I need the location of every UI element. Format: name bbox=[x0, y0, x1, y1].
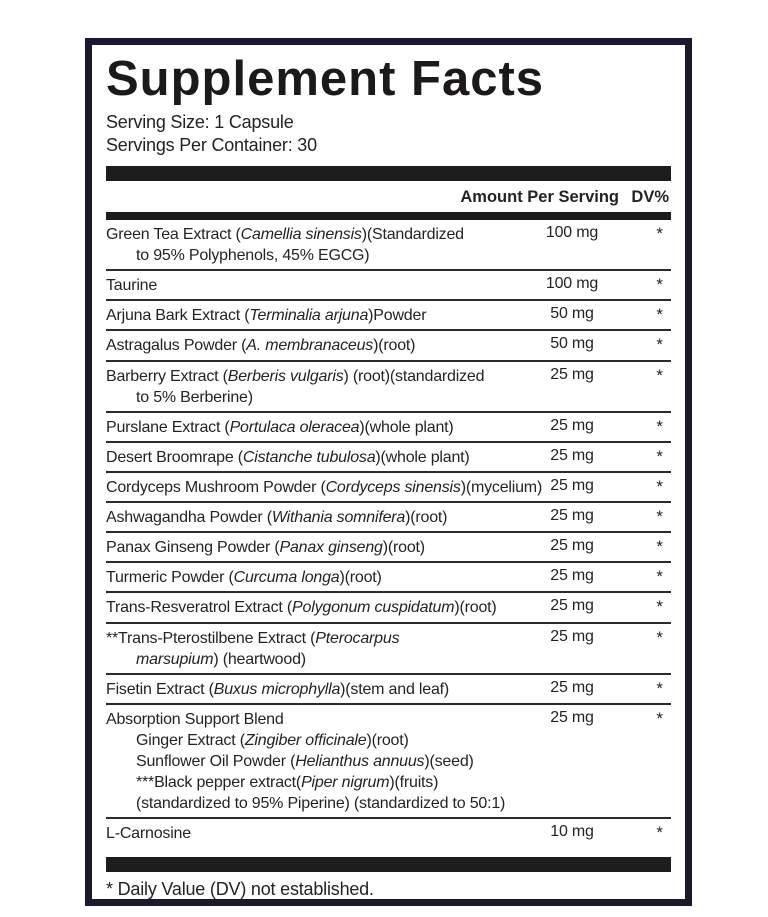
ingredient-name-line bbox=[106, 730, 529, 751]
ingredient-row bbox=[106, 441, 671, 471]
ingredient-row bbox=[106, 299, 671, 329]
ingredient-name-line bbox=[106, 649, 529, 670]
ingredient-name bbox=[106, 507, 529, 528]
ingredient-text: to 95% Polyphenols, 45% EGCG) bbox=[136, 247, 370, 265]
dv-value: * bbox=[656, 275, 663, 295]
botanical-name: Portulaca oleracea bbox=[229, 418, 360, 436]
ingredient-rows bbox=[106, 220, 671, 848]
botanical-name: Helianthus annuus bbox=[295, 753, 425, 771]
ingredient-name bbox=[106, 447, 529, 468]
ingredient-name-line bbox=[106, 477, 543, 498]
daily-value-footnote: * Daily Value (DV) not established. bbox=[106, 878, 374, 899]
ingredient-text: **Trans-Pterostilbene Extract ( bbox=[106, 629, 316, 647]
ingredient-name-line bbox=[106, 275, 529, 296]
amount-value: 25 mg bbox=[550, 597, 594, 615]
amount-value: 25 mg bbox=[550, 678, 594, 696]
amount-value: 25 mg bbox=[550, 567, 594, 585]
ingredient-name bbox=[106, 567, 529, 588]
dv-value: * bbox=[656, 416, 663, 436]
ingredient-text: )(root) bbox=[366, 732, 409, 749]
ingredient-text: )(Standardized bbox=[361, 226, 464, 244]
ingredient-row bbox=[106, 501, 671, 531]
ingredient-text: Desert Broomrape ( bbox=[106, 448, 243, 466]
ingredient-text: ) (heartwood) bbox=[213, 650, 306, 668]
ingredient-text: L-Carnosine bbox=[106, 825, 191, 843]
ingredient-name-line bbox=[106, 224, 529, 245]
ingredient-row bbox=[106, 269, 671, 299]
ingredient-text: to 5% Berberine) bbox=[136, 388, 253, 406]
ingredient-row bbox=[106, 360, 671, 411]
ingredient-row bbox=[106, 561, 671, 591]
amount-value: 25 mg bbox=[550, 627, 594, 645]
serving-size: Serving Size: 1 Capsule bbox=[106, 111, 294, 132]
ingredient-name-line bbox=[106, 709, 529, 730]
ingredient-row bbox=[106, 471, 671, 501]
ingredient-text: Purslane Extract ( bbox=[106, 418, 230, 436]
ingredient-text: ***Black pepper extract( bbox=[136, 774, 302, 792]
ingredient-name bbox=[106, 709, 529, 815]
botanical-name: Terminalia arjuna bbox=[249, 307, 369, 325]
ingredient-text: )(root) bbox=[454, 599, 497, 617]
ingredient-text: )(root) bbox=[405, 509, 448, 527]
amount-value: 25 mg bbox=[550, 416, 594, 434]
ingredient-text: )(whole plant) bbox=[359, 418, 454, 436]
ingredient-name-line bbox=[106, 567, 529, 588]
divider-bar-header bbox=[106, 212, 671, 220]
ingredient-text: )(root) bbox=[339, 569, 382, 587]
amount-value: 25 mg bbox=[550, 708, 594, 726]
dv-value: * bbox=[656, 224, 663, 244]
amount-value: 25 mg bbox=[550, 477, 594, 495]
ingredient-text: Absorption Support Blend bbox=[106, 710, 284, 728]
dv-value: * bbox=[656, 537, 663, 557]
column-header-row bbox=[106, 181, 671, 212]
ingredient-text: )(seed) bbox=[424, 753, 474, 771]
ingredient-text: Ginger Extract ( bbox=[136, 732, 245, 749]
ingredient-text: Cordyceps Mushroom Powder ( bbox=[106, 479, 326, 497]
divider-bar-top bbox=[106, 166, 671, 181]
amount-value: 100 mg bbox=[545, 224, 599, 242]
dv-value: * bbox=[656, 678, 663, 698]
botanical-name: Cordyceps sinensis bbox=[325, 479, 461, 497]
dv-value: * bbox=[656, 365, 663, 385]
ingredient-text: Fisetin Extract ( bbox=[106, 680, 214, 698]
ingredient-row bbox=[106, 703, 671, 818]
ingredient-row bbox=[106, 531, 671, 561]
botanical-name: Camellia sinensis bbox=[240, 226, 362, 244]
ingredient-name-line bbox=[106, 245, 529, 266]
ingredient-text: Trans-Resveratrol Extract ( bbox=[106, 599, 293, 617]
ingredient-name bbox=[106, 597, 529, 618]
ingredient-text: Barberry Extract ( bbox=[106, 367, 228, 385]
ingredient-name-line bbox=[106, 679, 529, 700]
botanical-name: Zingiber officinale bbox=[244, 732, 367, 749]
ingredient-name-line bbox=[106, 751, 529, 772]
ingredient-text: (standardized to 95% Piperine) (standardized to 50:1) bbox=[136, 795, 506, 813]
ingredient-row bbox=[106, 622, 671, 673]
ingredient-row bbox=[106, 591, 671, 621]
dv-value: * bbox=[656, 708, 663, 728]
panel-title: Supplement Facts bbox=[106, 52, 545, 106]
ingredient-text: )(root) bbox=[382, 539, 425, 557]
ingredient-text: )Powder bbox=[368, 307, 427, 325]
ingredient-name bbox=[106, 224, 529, 266]
supplement-facts-panel bbox=[85, 38, 692, 906]
amount-value: 25 mg bbox=[550, 537, 594, 555]
ingredient-text: )(root) bbox=[373, 337, 416, 355]
amount-column-header: Amount Per Serving bbox=[460, 188, 619, 207]
ingredient-text: )(whole plant) bbox=[375, 448, 470, 466]
ingredient-name-line bbox=[106, 537, 529, 558]
botanical-name: Panax ginseng bbox=[279, 539, 383, 557]
botanical-name: A. membranaceus bbox=[246, 337, 374, 355]
ingredient-text: Sunflower Oil Powder ( bbox=[136, 753, 296, 771]
ingredient-name-line bbox=[106, 507, 529, 528]
ingredient-name-line bbox=[106, 366, 529, 387]
ingredient-text: )(mycelium) bbox=[460, 479, 543, 497]
dv-value: * bbox=[656, 597, 663, 617]
ingredient-name bbox=[106, 275, 529, 296]
dv-value: * bbox=[656, 567, 663, 587]
ingredient-name bbox=[106, 335, 529, 356]
ingredient-name-line bbox=[106, 628, 529, 649]
botanical-name: Withania somnifera bbox=[271, 509, 406, 527]
dv-value: * bbox=[656, 305, 663, 325]
amount-value: 25 mg bbox=[550, 507, 594, 525]
ingredient-text: ) (root)(standardized bbox=[343, 367, 485, 385]
botanical-name: marsupium bbox=[136, 650, 214, 668]
ingredient-text: Turmeric Powder ( bbox=[106, 569, 234, 587]
amount-value: 25 mg bbox=[550, 446, 594, 464]
amount-value: 25 mg bbox=[550, 365, 594, 383]
ingredient-name bbox=[106, 823, 529, 844]
botanical-name: Buxus microphylla bbox=[213, 680, 341, 698]
botanical-name: Cistanche tubulosa bbox=[242, 448, 376, 466]
botanical-name: Piper nigrum bbox=[301, 774, 390, 792]
ingredient-name-line bbox=[106, 305, 529, 326]
botanical-name: Pterocarpus bbox=[315, 629, 400, 647]
dv-value: * bbox=[656, 627, 663, 647]
ingredient-row bbox=[106, 673, 671, 703]
botanical-name: Polygonum cuspidatum bbox=[292, 599, 455, 617]
amount-value: 50 mg bbox=[550, 335, 594, 353]
ingredient-text: Panax Ginseng Powder ( bbox=[106, 539, 280, 557]
dv-value: * bbox=[656, 823, 663, 843]
servings-per-container: Servings Per Container: 30 bbox=[106, 135, 317, 155]
ingredient-name-line bbox=[106, 772, 529, 793]
dv-value: * bbox=[656, 477, 663, 497]
amount-value: 50 mg bbox=[550, 305, 594, 323]
ingredient-name-line bbox=[106, 823, 529, 844]
ingredient-name-line bbox=[106, 597, 529, 618]
ingredient-name-line bbox=[106, 387, 529, 408]
ingredient-name bbox=[106, 417, 529, 438]
ingredient-name-line bbox=[106, 335, 529, 356]
ingredient-name bbox=[106, 628, 529, 670]
dv-column-header: DV% bbox=[631, 188, 669, 207]
dv-value: * bbox=[656, 507, 663, 527]
botanical-name: Curcuma longa bbox=[233, 569, 340, 587]
dv-value: * bbox=[656, 446, 663, 466]
divider-bar-bottom bbox=[106, 857, 671, 872]
amount-value: 100 mg bbox=[545, 275, 599, 293]
ingredient-name-line bbox=[106, 793, 529, 814]
ingredient-name bbox=[106, 305, 529, 326]
botanical-name: Berberis vulgaris bbox=[227, 367, 344, 385]
ingredient-row bbox=[106, 220, 671, 269]
ingredient-text: Ashwagandha Powder ( bbox=[106, 509, 272, 527]
ingredient-name bbox=[106, 477, 543, 498]
ingredient-text: )(fruits) bbox=[389, 774, 439, 792]
ingredient-text: Arjuna Bark Extract ( bbox=[106, 307, 250, 325]
amount-value: 10 mg bbox=[550, 823, 594, 841]
ingredient-row bbox=[106, 329, 671, 359]
ingredient-text: )(stem and leaf) bbox=[340, 680, 450, 698]
ingredient-name bbox=[106, 679, 529, 700]
ingredient-text: Green Tea Extract ( bbox=[106, 226, 241, 244]
ingredient-name bbox=[106, 537, 529, 558]
ingredient-name-line bbox=[106, 447, 529, 468]
ingredient-name-line bbox=[106, 417, 529, 438]
ingredient-name bbox=[106, 366, 529, 408]
dv-value: * bbox=[656, 335, 663, 355]
ingredient-row bbox=[106, 817, 671, 847]
ingredient-row bbox=[106, 411, 671, 441]
ingredient-text: Astragalus Powder ( bbox=[106, 337, 247, 355]
ingredient-text: Taurine bbox=[106, 277, 158, 295]
